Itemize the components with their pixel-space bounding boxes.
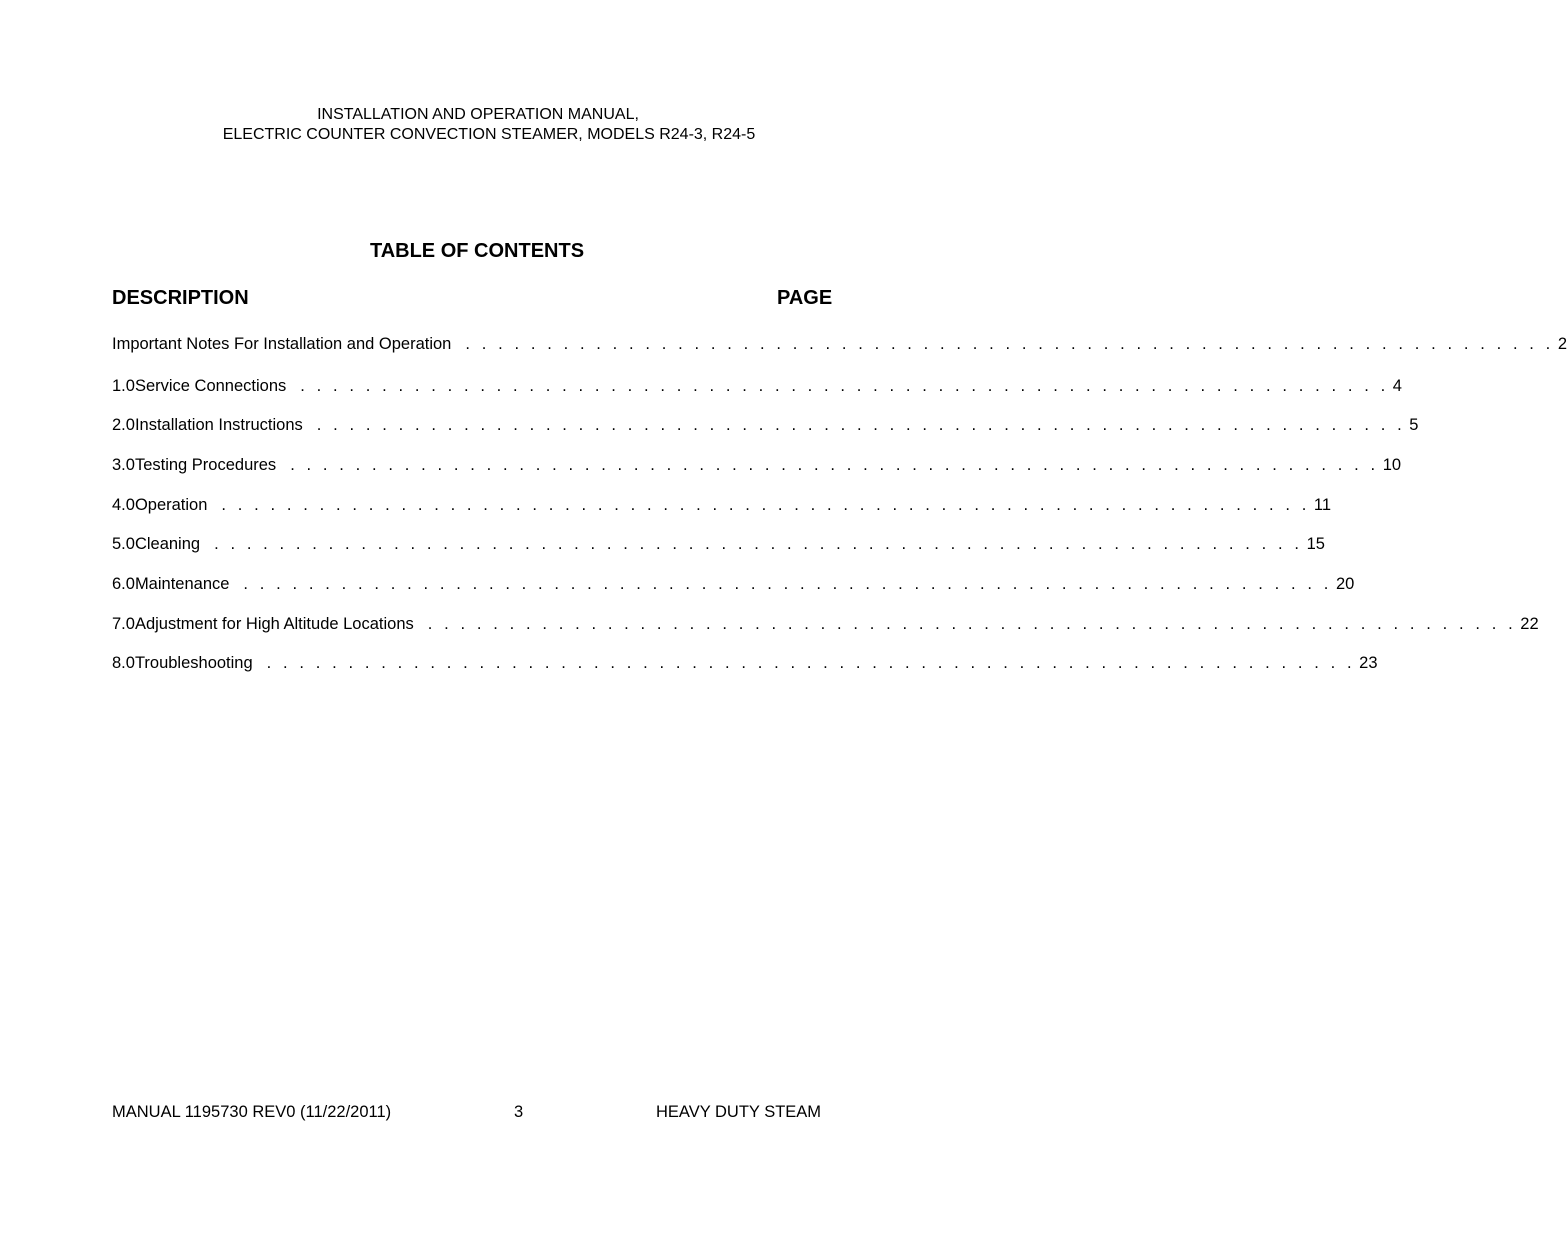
toc-entry-page: 5 bbox=[1409, 416, 1419, 434]
footer-product-line: HEAVY DUTY STEAM bbox=[656, 1103, 822, 1121]
toc-entry-page: 23 bbox=[1359, 654, 1378, 672]
toc-entry[interactable] bbox=[112, 652, 1378, 674]
toc-entry-number: 8.0 bbox=[112, 654, 135, 672]
header-subtitle-line: ELECTRIC COUNTER CONVECTION STEAMER, MODELS R24-3, R24-5 bbox=[222, 126, 756, 143]
footer-manual-id: MANUAL 1195730 REV0 (11/22/2011) bbox=[112, 1103, 392, 1121]
dot-leader: . . . . . . . . . . . . . . . . . . . . . . . . . . . . . . . . . . . . . . . . . . . . . . . . . . . . . . . . . . . . . . . . . . . bbox=[465, 335, 1554, 353]
toc-entry-label: Service Connections bbox=[134, 377, 287, 395]
toc-entry[interactable] bbox=[112, 414, 1419, 436]
toc-entry-number: 7.0 bbox=[112, 615, 135, 633]
toc-entry-page: 10 bbox=[1382, 456, 1402, 474]
toc-entry-number: 6.0 bbox=[112, 575, 135, 593]
toc-entry-number: 3.0 bbox=[112, 456, 135, 474]
toc-entry-page: 20 bbox=[1335, 575, 1355, 593]
toc-entry[interactable] bbox=[112, 375, 1402, 397]
description-column-heading: DESCRIPTION bbox=[112, 287, 249, 309]
toc-entry-label: Installation Instructions bbox=[134, 416, 303, 434]
toc-title: TABLE OF CONTENTS bbox=[369, 240, 585, 262]
dot-leader: . . . . . . . . . . . . . . . . . . . . . . . . . . . . . . . . . . . . . . . . . . . . . . . . . . . . . . . . . . . . . . . . . . . bbox=[316, 416, 1406, 434]
document-header bbox=[0, 105, 954, 145]
dot-leader: . . . . . . . . . . . . . . . . . . . . . . . . . . . . . . . . . . . . . . . . . . . . . . . . . . . . . . . . . . . . . . . . . . . bbox=[300, 377, 1389, 395]
toc-entry-label: Important Notes For Installation and Operation bbox=[112, 335, 452, 353]
toc-entry[interactable] bbox=[112, 494, 1332, 516]
toc-entry-label: Adjustment for High Altitude Locations bbox=[134, 615, 414, 633]
toc-entry-page: 11 bbox=[1313, 496, 1332, 514]
dot-leader: . . . . . . . . . . . . . . . . . . . . . . . . . . . . . . . . . . . . . . . . . . . . . . . . . . . . . . . . . . . . . . . . . . . bbox=[427, 615, 1517, 633]
footer-page-number: 3 bbox=[514, 1103, 524, 1121]
toc-entry[interactable] bbox=[112, 613, 1539, 635]
page-column-heading: PAGE bbox=[777, 287, 833, 309]
toc-entry-label: Maintenance bbox=[134, 575, 230, 593]
toc-entry-label: Troubleshooting bbox=[134, 654, 253, 672]
toc-entry-page: 4 bbox=[1392, 377, 1402, 395]
dot-leader: . . . . . . . . . . . . . . . . . . . . . . . . . . . . . . . . . . . . . . . . . . . . . . . . . . . . . . . . . . . . . . . . . . . bbox=[290, 456, 1379, 474]
toc-entry[interactable] bbox=[112, 333, 1567, 355]
toc-entry[interactable] bbox=[112, 454, 1402, 476]
header-title-line: INSTALLATION AND OPERATION MANUAL, bbox=[317, 106, 639, 123]
dot-leader: . . . . . . . . . . . . . . . . . . . . . . . . . . . . . . . . . . . . . . . . . . . . . . . . . . . . . . . . . . . . . . . . . . . bbox=[221, 496, 1310, 514]
toc-entry-page: 22 bbox=[1520, 615, 1539, 633]
toc-entry-number: 2.0 bbox=[112, 416, 135, 434]
toc-entry-number: 5.0 bbox=[112, 535, 135, 553]
dot-leader: . . . . . . . . . . . . . . . . . . . . . . . . . . . . . . . . . . . . . . . . . . . . . . . . . . . . . . . . . . . . . . . . . . . bbox=[243, 575, 1332, 593]
toc-entry-number: 4.0 bbox=[112, 496, 135, 514]
toc-entry[interactable] bbox=[112, 573, 1355, 595]
toc-entry-label: Operation bbox=[134, 496, 208, 514]
toc-entry[interactable] bbox=[112, 533, 1325, 555]
toc-entry-page: 15 bbox=[1306, 535, 1325, 553]
toc-entry-page: 2 bbox=[1557, 335, 1567, 353]
dot-leader: . . . . . . . . . . . . . . . . . . . . . . . . . . . . . . . . . . . . . . . . . . . . . . . . . . . . . . . . . . . . . . . . . . . bbox=[214, 535, 1303, 553]
toc-entry-label: Testing Procedures bbox=[134, 456, 277, 474]
toc-entry-label: Cleaning bbox=[134, 535, 201, 553]
toc-entry-number: 1.0 bbox=[112, 377, 135, 395]
dot-leader: . . . . . . . . . . . . . . . . . . . . . . . . . . . . . . . . . . . . . . . . . . . . . . . . . . . . . . . . . . . . . . . . . . . bbox=[266, 654, 1356, 672]
